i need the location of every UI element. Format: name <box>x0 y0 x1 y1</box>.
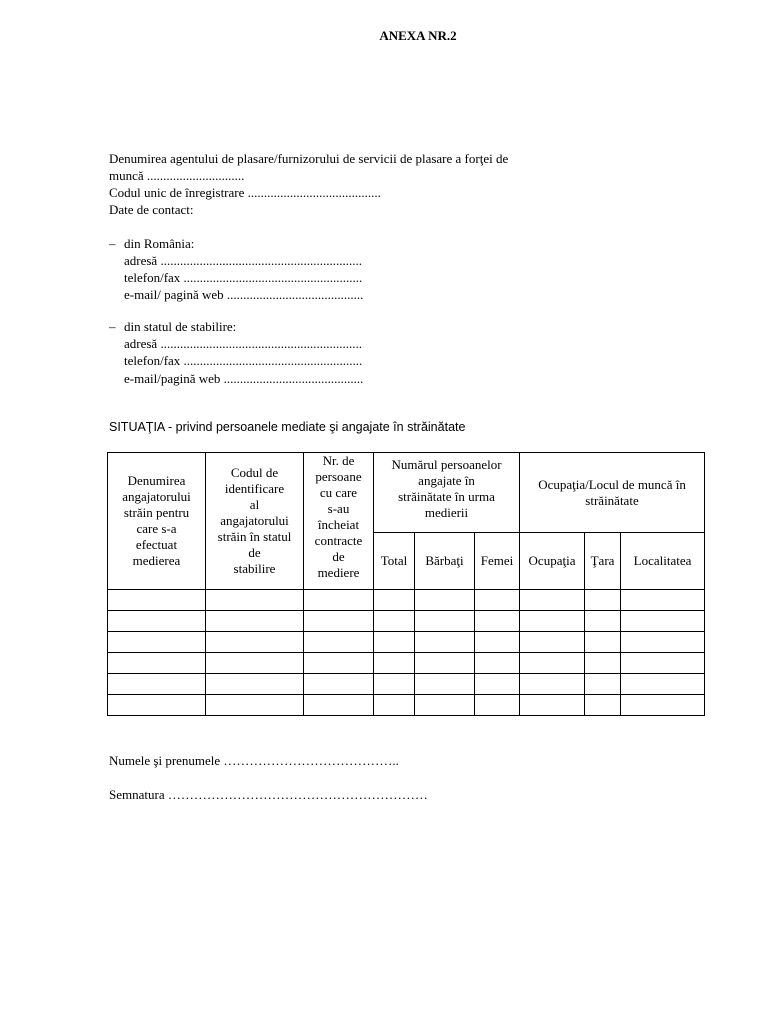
table-cell[interactable] <box>374 695 415 716</box>
table-cell[interactable] <box>415 590 475 611</box>
table-cell[interactable] <box>304 611 374 632</box>
table-cell[interactable] <box>108 611 206 632</box>
table-cell[interactable] <box>585 590 621 611</box>
header-line: angajate în <box>418 473 475 488</box>
agent-name-line1: Denumirea agentului de plasare/furnizorului de servicii de plasare a forţei de <box>109 151 509 166</box>
subheader-ocupatia: Ocupaţia <box>520 533 585 590</box>
table-cell[interactable] <box>304 632 374 653</box>
header-ocupatia-locul <box>520 453 705 533</box>
romania-email: e-mail/ pagină web .......................................... <box>124 287 364 302</box>
romania-dash: – <box>109 236 116 251</box>
header-line: care s-a <box>136 521 177 536</box>
romania-address: adresă .............................................................. <box>124 253 362 268</box>
stat-address: adresă .............................................................. <box>124 336 362 351</box>
table-cell[interactable] <box>374 653 415 674</box>
header-line: Numărul persoanelor <box>391 457 502 472</box>
subheader-barbati: Bărbaţi <box>415 533 475 590</box>
header-line: încheiat <box>317 517 360 532</box>
table-cell[interactable] <box>475 590 520 611</box>
table-row <box>108 674 705 695</box>
header-line: stabilire <box>233 561 276 576</box>
contact-heading: Date de contact: <box>109 202 194 217</box>
table-row <box>108 590 705 611</box>
table-cell[interactable] <box>206 632 304 653</box>
table-cell[interactable] <box>520 632 585 653</box>
table-row <box>108 632 705 653</box>
table-cell[interactable] <box>304 695 374 716</box>
table-cell[interactable] <box>475 674 520 695</box>
table-cell[interactable] <box>520 674 585 695</box>
unique-code-line: Codul unic de înregistrare ......................................... <box>109 185 381 200</box>
header-line: de <box>332 549 345 564</box>
table-cell[interactable] <box>475 653 520 674</box>
table-row <box>108 695 705 716</box>
subheader-total: Total <box>374 533 415 590</box>
table-cell[interactable] <box>374 590 415 611</box>
subheader-localitatea: Localitatea <box>621 533 705 590</box>
table-cell[interactable] <box>108 674 206 695</box>
table-cell[interactable] <box>585 695 621 716</box>
table-cell[interactable] <box>520 653 585 674</box>
stat-label: din statul de stabilire: <box>124 319 237 334</box>
stat-phone: telefon/fax ....................................................... <box>124 353 363 368</box>
table-cell[interactable] <box>304 674 374 695</box>
header-line: străinătate în urma <box>398 489 495 504</box>
header-line: Ocupaţia/Locul de muncă în <box>538 477 686 492</box>
header-line: cu care <box>319 485 358 500</box>
table-row <box>108 611 705 632</box>
table-cell[interactable] <box>585 653 621 674</box>
subheader-femei: Femei <box>475 533 520 590</box>
table-cell[interactable] <box>621 611 705 632</box>
table-cell[interactable] <box>206 653 304 674</box>
situatia-table <box>107 452 705 716</box>
table-cell[interactable] <box>374 674 415 695</box>
table-cell[interactable] <box>475 611 520 632</box>
table-cell[interactable] <box>520 611 585 632</box>
header-line: medierii <box>424 505 469 520</box>
header-line: străin în statul <box>217 529 292 544</box>
agent-name-line2: muncă .............................. <box>109 168 245 183</box>
name-signature-line: Numele şi prenumele ………………………………….. <box>109 753 399 768</box>
header-line: Denumirea <box>127 473 186 488</box>
table-cell[interactable] <box>108 590 206 611</box>
table-cell[interactable] <box>621 632 705 653</box>
header-line: angajatorului <box>122 489 191 504</box>
header-line: mediere <box>317 565 360 580</box>
subheader-tara: Ţara <box>585 533 621 590</box>
header-line: străinătate <box>585 493 639 508</box>
header-line: identificare <box>224 481 285 496</box>
romania-phone: telefon/fax ....................................................... <box>124 270 363 285</box>
header-line: Codul de <box>230 465 279 480</box>
header-line: de <box>248 545 261 560</box>
situatia-heading: SITUAŢIA - privind persoanele mediate şi angajate în străinătate <box>109 420 466 434</box>
table-cell[interactable] <box>374 611 415 632</box>
header-line: al <box>249 497 260 512</box>
stat-dash: – <box>109 319 116 334</box>
romania-label: din România: <box>124 236 195 251</box>
table-cell[interactable] <box>475 632 520 653</box>
table-cell[interactable] <box>415 674 475 695</box>
table-cell[interactable] <box>520 695 585 716</box>
table-cell[interactable] <box>621 695 705 716</box>
table-cell[interactable] <box>621 674 705 695</box>
table-cell[interactable] <box>585 632 621 653</box>
header-denumirea <box>108 453 206 590</box>
table-body <box>108 590 705 716</box>
table-cell[interactable] <box>621 590 705 611</box>
table-cell[interactable] <box>206 590 304 611</box>
table-row <box>108 653 705 674</box>
header-line: efectuat <box>135 537 178 552</box>
table-cell[interactable] <box>621 653 705 674</box>
table-cell[interactable] <box>415 611 475 632</box>
table-cell[interactable] <box>415 695 475 716</box>
table-cell[interactable] <box>585 611 621 632</box>
header-line: contracte <box>314 533 363 548</box>
table-cell[interactable] <box>304 590 374 611</box>
table-cell[interactable] <box>374 632 415 653</box>
table-cell[interactable] <box>206 674 304 695</box>
header-line: medierea <box>132 553 181 568</box>
table-cell[interactable] <box>585 674 621 695</box>
header-line: s-au <box>327 501 350 516</box>
table-cell[interactable] <box>415 653 475 674</box>
signature-line: Semnatura …………………………………………………… <box>109 787 428 802</box>
table-cell[interactable] <box>520 590 585 611</box>
header-line: străin pentru <box>123 505 190 520</box>
header-line: Nr. de <box>322 453 355 468</box>
header-numarul <box>374 453 520 533</box>
table-cell[interactable] <box>415 632 475 653</box>
header-nr-persoane <box>304 453 374 590</box>
header-line: persoane <box>315 469 362 484</box>
table-cell[interactable] <box>108 695 206 716</box>
table-cell[interactable] <box>304 653 374 674</box>
stat-email: e-mail/pagină web ........................................... <box>124 371 364 386</box>
header-codul <box>206 453 304 590</box>
table-cell[interactable] <box>108 653 206 674</box>
table-cell[interactable] <box>108 632 206 653</box>
page-title: ANEXA NR.2 <box>379 28 457 43</box>
table-cell[interactable] <box>206 611 304 632</box>
table-cell[interactable] <box>475 695 520 716</box>
header-line: angajatorului <box>220 513 289 528</box>
table-cell[interactable] <box>206 695 304 716</box>
